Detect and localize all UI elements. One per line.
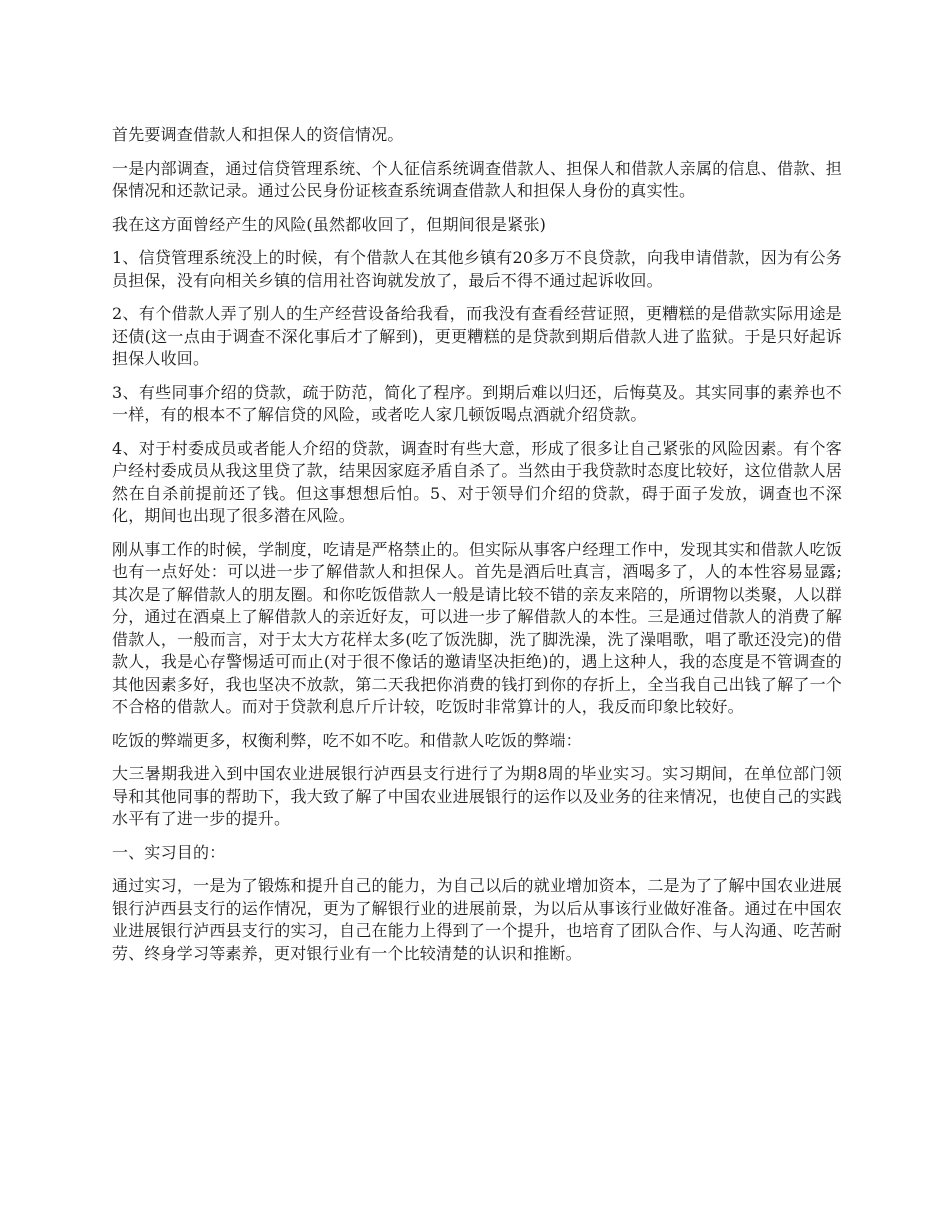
document-body bbox=[112, 124, 842, 976]
paragraph: 4、对于村委成员或者能人介绍的贷款，调查时有些大意，形成了很多让自己紧张的风险因素。有个客户经村委成员从我这里贷了款，结果因家庭矛盾自杀了。当然由于我贷款时态度比较好，这位借款人居然在自杀前提前还了钱。但这事想想后怕。5、对于领导们介绍的贷款，碍于面子发放，调查也不深化，期间也出现了很多潜在风险。 bbox=[112, 438, 842, 525]
paragraph: 我在这方面曾经产生的风险(虽然都收回了，但期间很是紧张) bbox=[112, 214, 547, 234]
paragraph: 2、有个借款人弄了别人的生产经营设备给我看，而我没有查看经营证照，更糟糕的是借款实际用途是还债(这一点由于调查不深化事后才了解到)，更更糟糕的是贷款到期后借款人进了监狱。于是只好起诉担保人收回。 bbox=[112, 304, 842, 368]
paragraph: 1、信贷管理系统没上的时候，有个借款人在其他乡镇有20多万不良贷款，向我申请借款，因为有公务员担保，没有向相关乡镇的信用社咨询就发放了，最后不得不通过起诉收回。 bbox=[112, 248, 842, 290]
paragraph: 刚从事工作的时候，学制度，吃请是严格禁止的。但实际从事客户经理工作中，发现其实和借款人吃饭也有一点好处：可以进一步了解借款人和担保人。首先是酒后吐真言，酒喝多了，人的本性容易显露;其次是了解借款人的朋友圈。和你吃饭借款人一般是请比较不错的亲友来陪的，所谓物以类聚，人以群分，通过在酒桌上了解借款人的亲近好友，可以进一步了解借款人的本性。三是通过借款人的消费了解借款人，一般而言，对于太大方花样太多(吃了饭洗脚，洗了脚洗澡，洗了澡唱歌，唱了歌还没完)的借款人，我是心存警惕适可而止(对于很不像话的邀请坚决拒绝)的，遇上这种人，我的态度是不管调查的其他因素多好，我也坚决不放款，第二天我把你消费的钱打到你的存折上，全当我自己出钱了解了一个不合格的借款人。而对于贷款利息斤斤计较，吃饭时非常算计的人，我反而印象比较好。 bbox=[112, 539, 842, 716]
paragraph: 一是内部调查，通过信贷管理系统、个人征信系统调查借款人、担保人和借款人亲属的信息、借款、担保情况和还款记录。通过公民身份证核查系统调查借款人和担保人身份的真实性。 bbox=[112, 158, 842, 200]
paragraph: 大三暑期我进入到中国农业进展银行泸西县支行进行了为期8周的毕业实习。实习期间，在单位部门领导和其他同事的帮助下，我大致了解了中国农业进展银行的运作以及业务的往来情况，也使自己的实践水平有了进一步的提升。 bbox=[112, 764, 842, 828]
paragraph: 3、有些同事介绍的贷款，疏于防范，简化了程序。到期后难以归还，后悔莫及。其实同事的素养也不一样，有的根本不了解信贷的风险，或者吃人家几顿饭喝点酒就介绍贷款。 bbox=[112, 382, 842, 424]
section-heading: 一、实习目的： bbox=[112, 842, 226, 862]
paragraph: 吃饭的弊端更多，权衡利弊，吃不如不吃。和借款人吃饭的弊端： bbox=[112, 730, 582, 750]
paragraph: 首先要调查借款人和担保人的资信情况。 bbox=[112, 125, 404, 144]
paragraph: 通过实习，一是为了锻炼和提升自己的能力，为自己以后的就业增加资本，二是为了了解中国农业进展银行泸西县支行的运作情况，更为了解银行业的进展前景，为以后从事该行业做好准备。通过在中国农业进展银行泸西县支行的实习，自己在能力上得到了一个提升，也培育了团队合作、与人沟通、吃苦耐劳、终身学习等素养，更对银行业有一个比较清楚的认识和推断。 bbox=[112, 876, 842, 963]
